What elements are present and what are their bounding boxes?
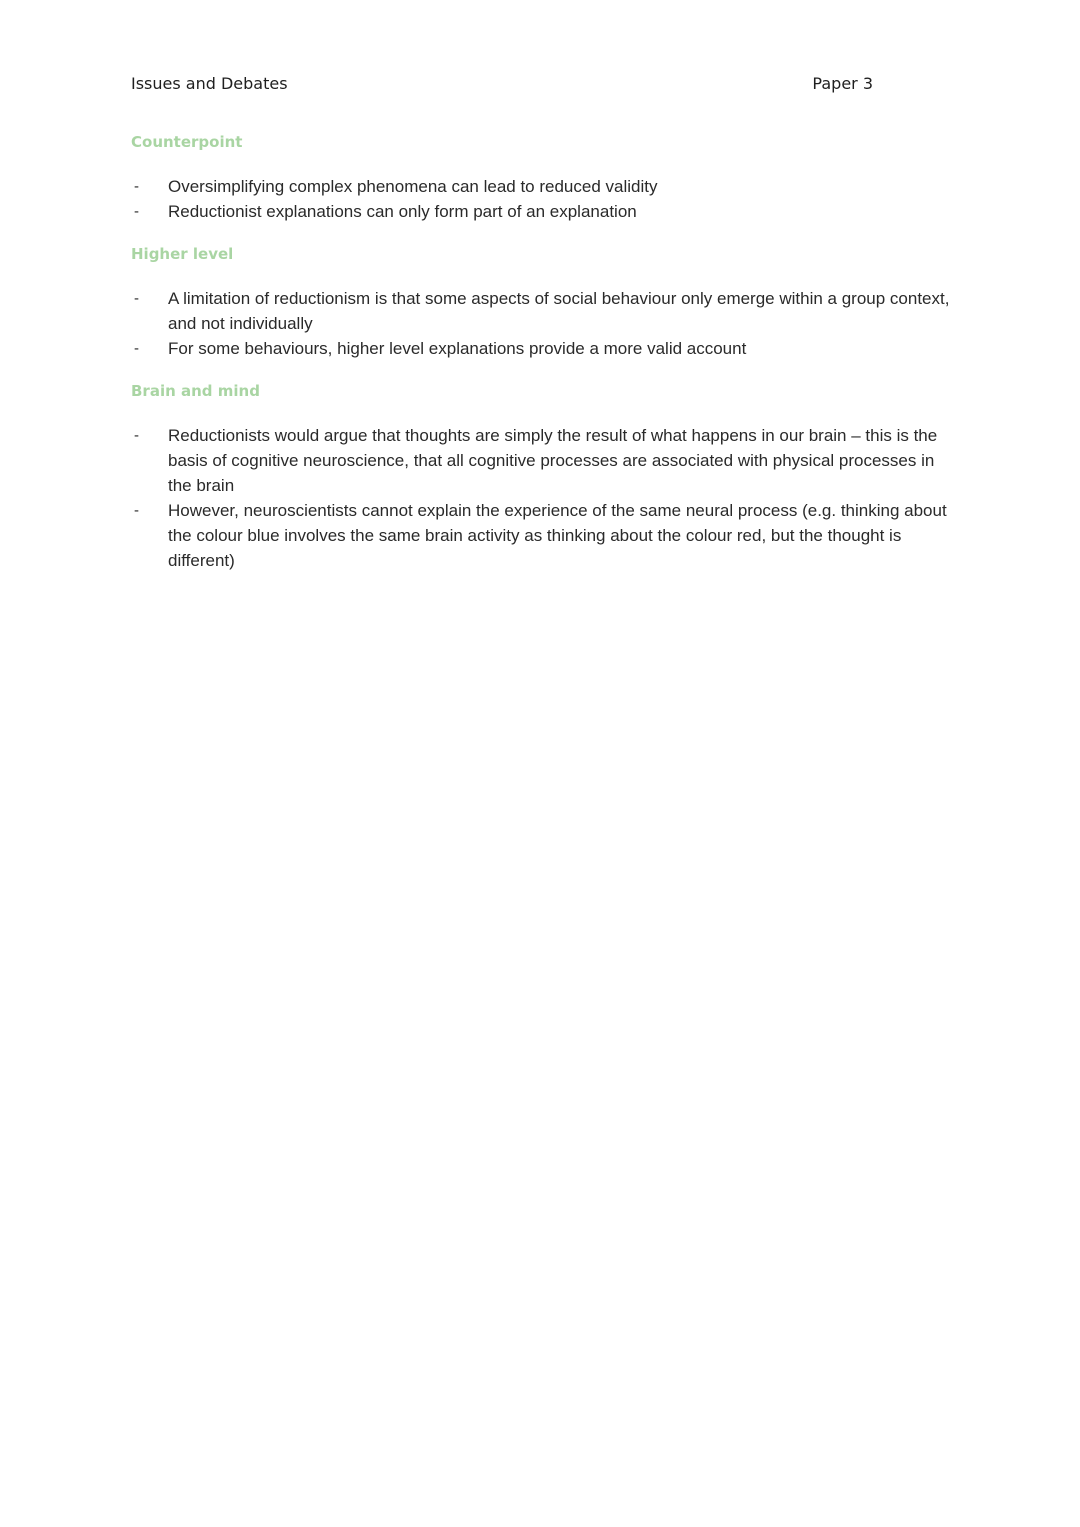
dash-marker: - [134, 178, 139, 195]
section-higher-level [131, 244, 951, 358]
bullet-text: For some behaviours, higher level explanations provide a more valid account [168, 339, 747, 358]
section-heading: Brain and mind [131, 382, 260, 400]
bullet-list [131, 174, 951, 224]
section-heading: Counterpoint [131, 133, 243, 151]
dash-marker: - [134, 427, 139, 444]
bullet-text: Oversimplifying complex phenomena can lead to reduced validity [168, 177, 658, 196]
section-brain-and-mind [131, 381, 951, 570]
bullet-text: Reductionist explanations can only form part of an explanation [168, 202, 637, 221]
dash-marker: - [134, 203, 139, 220]
bullet-list [131, 423, 951, 573]
section-heading: Higher level [131, 245, 234, 263]
list-item [131, 286, 951, 336]
list-item [131, 199, 951, 224]
dash-marker: - [134, 340, 139, 357]
bullet-text: Reductionists would argue that thoughts are simply the result of what happens in our brain – this is the basis of cognitive neuroscience, that all cognitive processes are associated with physical processes in the brain [168, 426, 938, 495]
section-counterpoint [131, 132, 951, 221]
bullet-list [131, 286, 951, 361]
list-item [131, 498, 951, 573]
list-item [131, 174, 951, 199]
dash-marker: - [134, 290, 139, 307]
paper-label: Paper 3 [812, 74, 873, 93]
list-item [131, 336, 951, 361]
list-item [131, 423, 951, 498]
document-title: Issues and Debates [131, 74, 288, 93]
bullet-text: However, neuroscientists cannot explain the experience of the same neural process (e.g. thinking about the colour blue involves the same brain activity as thinking about the colour red, but the thought is different) [168, 501, 947, 570]
bullet-text: A limitation of reductionism is that some aspects of social behaviour only emerge within a group context, and not individually [168, 289, 950, 333]
page-header [131, 74, 873, 96]
dash-marker: - [134, 502, 139, 519]
